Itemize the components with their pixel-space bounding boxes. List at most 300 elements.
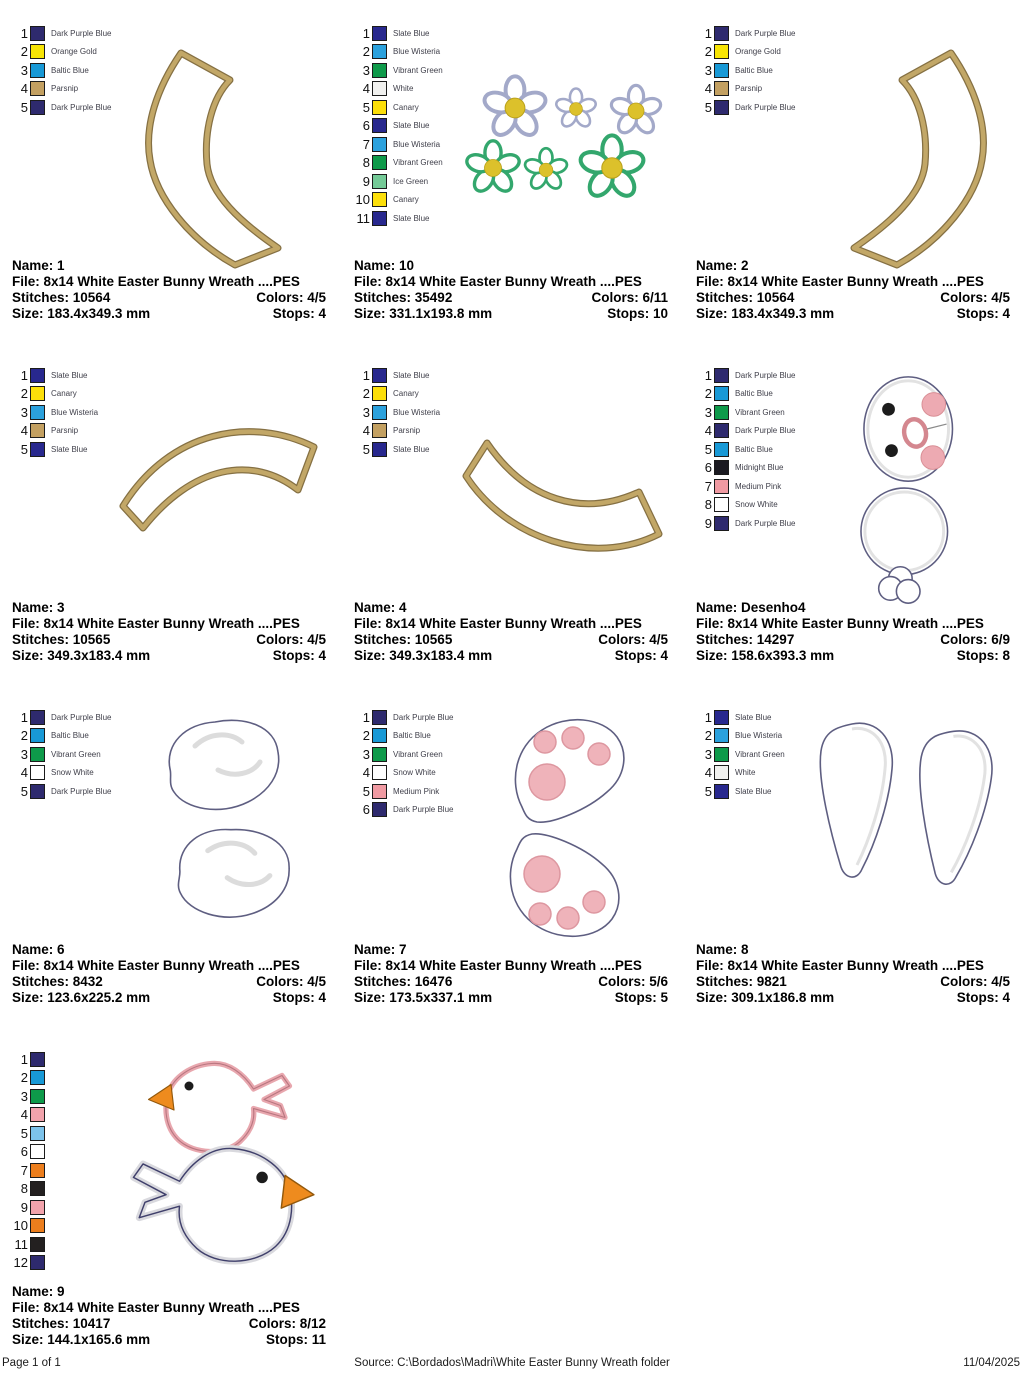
stops-value: 4 xyxy=(318,990,326,1005)
file-label: File: xyxy=(12,1300,40,1315)
pink-bird xyxy=(149,1063,290,1151)
color-swatch xyxy=(30,765,45,780)
size-stops-line xyxy=(354,648,668,664)
size-label: Size: xyxy=(696,990,728,1005)
stops-value: 4 xyxy=(1002,306,1010,321)
palette-entry xyxy=(12,1087,51,1106)
color-number: 3 xyxy=(20,746,28,762)
size-item xyxy=(696,990,834,1006)
palette-entry xyxy=(12,366,98,385)
toe-pad xyxy=(583,891,605,913)
color-label: Blue Wisteria xyxy=(51,407,99,417)
file-value: 8x14 White Easter Bunny Wreath ....PES xyxy=(43,1300,300,1315)
color-label: Parsnip xyxy=(393,426,421,436)
color-number: 10 xyxy=(355,192,370,208)
color-swatch xyxy=(714,44,729,59)
size-item xyxy=(12,1332,150,1348)
name-line xyxy=(354,942,668,958)
colors-value: 8/12 xyxy=(299,1316,326,1331)
file-line xyxy=(12,958,326,974)
color-label: Canary xyxy=(393,195,419,205)
colors-value: 4/5 xyxy=(307,290,326,305)
color-swatch xyxy=(714,368,729,383)
color-swatch xyxy=(372,386,387,401)
palette-entry xyxy=(696,366,795,385)
design-thumbnail xyxy=(796,26,1020,272)
palette-entry xyxy=(12,403,98,422)
foot xyxy=(515,720,623,822)
color-swatch xyxy=(372,423,387,438)
palette-entry xyxy=(696,43,795,62)
palette-entry xyxy=(354,61,443,80)
color-number: 4 xyxy=(362,81,370,97)
flowers-graphic xyxy=(454,26,678,272)
color-swatch xyxy=(30,63,45,78)
color-swatch xyxy=(30,1200,45,1215)
design-info xyxy=(12,942,326,1006)
stitches-item xyxy=(12,974,103,990)
design-info xyxy=(354,942,668,1006)
file-line xyxy=(354,274,668,290)
palette xyxy=(354,24,443,228)
palette-entry xyxy=(12,80,111,99)
color-label: Snow White xyxy=(51,768,94,778)
stitches-colors-line xyxy=(12,290,326,306)
size-stops-line xyxy=(12,306,326,322)
color-label: Slate Blue xyxy=(735,712,772,722)
file-line xyxy=(12,616,326,632)
color-label: Dark Purple Blue xyxy=(51,712,112,722)
stitches-colors-line xyxy=(12,1316,326,1332)
design-card xyxy=(684,704,1024,1046)
stitches-value: 35492 xyxy=(414,290,453,305)
color-swatch xyxy=(372,63,387,78)
page-footer xyxy=(2,1357,1020,1369)
color-number: 3 xyxy=(20,404,28,420)
file-line xyxy=(354,958,668,974)
colors-value: 4/5 xyxy=(991,290,1010,305)
stops-value: 5 xyxy=(660,990,668,1005)
color-swatch xyxy=(30,1255,45,1270)
design-info xyxy=(354,258,668,322)
color-swatch xyxy=(714,26,729,41)
file-line xyxy=(696,274,1010,290)
paw xyxy=(173,822,294,926)
size-stops-line xyxy=(354,306,668,322)
color-swatch xyxy=(372,728,387,743)
color-label: White xyxy=(393,84,414,94)
paw xyxy=(169,720,278,809)
color-number: 5 xyxy=(362,441,370,457)
stitches-item xyxy=(354,290,452,306)
color-label: Canary xyxy=(51,389,77,399)
color-swatch xyxy=(372,174,387,189)
wreath-arc-segment-graphic xyxy=(454,368,678,614)
color-label: White xyxy=(735,768,756,778)
color-swatch xyxy=(30,747,45,762)
stops-item xyxy=(273,990,326,1006)
color-label: Vibrant Green xyxy=(393,158,443,168)
name-line xyxy=(696,942,1010,958)
stitches-item xyxy=(354,974,452,990)
wreath-arc-segment-graphic xyxy=(796,26,1020,272)
palette-entry xyxy=(696,727,785,746)
palette-entry xyxy=(12,1050,51,1069)
toe-pad xyxy=(588,743,610,765)
palette-entry xyxy=(354,191,443,210)
size-value: 158.6x393.3 mm xyxy=(731,648,835,663)
size-label: Size: xyxy=(12,990,44,1005)
bunny-body xyxy=(861,488,948,603)
stops-label: Stops: xyxy=(614,990,657,1005)
color-label: Slate Blue xyxy=(735,786,772,796)
stitches-value: 10417 xyxy=(72,1316,111,1331)
color-number: 2 xyxy=(704,386,712,402)
color-label: Baltic Blue xyxy=(51,731,89,741)
color-number: 3 xyxy=(362,62,370,78)
color-swatch xyxy=(714,63,729,78)
colors-item xyxy=(249,1316,326,1332)
palette xyxy=(12,1050,51,1272)
color-number: 9 xyxy=(704,515,712,531)
back-feet-graphic xyxy=(454,710,678,956)
color-number: 1 xyxy=(362,367,370,383)
palette-entry xyxy=(12,1161,51,1180)
color-label: Slate Blue xyxy=(51,370,88,380)
stops-item xyxy=(957,648,1010,664)
file-value: 8x14 White Easter Bunny Wreath ....PES xyxy=(43,958,300,973)
palette-entry xyxy=(696,496,795,515)
color-swatch xyxy=(30,405,45,420)
color-label: Blue Wisteria xyxy=(735,731,783,741)
palette-entry xyxy=(12,1180,51,1199)
name-label: Name: xyxy=(696,600,738,615)
ear xyxy=(820,723,892,877)
palette-entry xyxy=(354,117,443,136)
color-number: 6 xyxy=(20,1144,28,1160)
size-label: Size: xyxy=(354,306,386,321)
size-label: Size: xyxy=(12,648,44,663)
palette xyxy=(354,708,453,819)
size-stops-line xyxy=(696,990,1010,1006)
file-label: File: xyxy=(354,958,382,973)
name-label: Name: xyxy=(12,600,54,615)
colors-value: 6/9 xyxy=(991,632,1010,647)
size-label: Size: xyxy=(12,306,44,321)
stitches-item xyxy=(696,974,787,990)
palette-entry xyxy=(12,764,111,783)
palette-entry xyxy=(696,24,795,43)
size-item xyxy=(354,990,492,1006)
colors-label: Colors: xyxy=(248,1316,296,1331)
stops-value: 4 xyxy=(318,306,326,321)
palette xyxy=(696,708,785,801)
palette-entry xyxy=(354,135,443,154)
colors-item xyxy=(940,974,1010,990)
design-name-value: 10 xyxy=(399,258,415,273)
size-label: Size: xyxy=(696,306,728,321)
color-number: 9 xyxy=(20,1199,28,1215)
color-number: 8 xyxy=(704,497,712,513)
color-swatch xyxy=(30,1107,45,1122)
bird-beak xyxy=(281,1175,314,1208)
color-label: Blue Wisteria xyxy=(393,407,441,417)
palette-entry xyxy=(12,1106,51,1125)
color-number: 2 xyxy=(20,1070,28,1086)
color-number: 8 xyxy=(20,1181,28,1197)
color-number: 11 xyxy=(14,1236,28,1252)
stitches-label: Stitches: xyxy=(354,632,412,647)
birds-graphic xyxy=(112,1052,336,1298)
size-item xyxy=(12,306,150,322)
palette-entry xyxy=(354,764,453,783)
color-swatch xyxy=(372,100,387,115)
color-label: Medium Pink xyxy=(393,786,440,796)
stitches-label: Stitches: xyxy=(354,974,412,989)
stitches-value: 16476 xyxy=(414,974,453,989)
color-number: 7 xyxy=(362,136,370,152)
name-line xyxy=(12,1284,326,1300)
palette xyxy=(12,366,98,459)
color-label: Baltic Blue xyxy=(51,65,89,75)
stops-item xyxy=(615,648,668,664)
name-label: Name: xyxy=(354,942,396,957)
color-swatch xyxy=(30,1052,45,1067)
stops-item xyxy=(957,990,1010,1006)
stops-value: 10 xyxy=(652,306,668,321)
color-label: Snow White xyxy=(393,768,436,778)
stitches-value: 14297 xyxy=(756,632,795,647)
color-label: Orange Gold xyxy=(735,47,781,57)
color-number: 6 xyxy=(704,460,712,476)
name-label: Name: xyxy=(354,258,396,273)
color-number: 9 xyxy=(362,173,370,189)
color-number: 4 xyxy=(362,423,370,439)
color-label: Slate Blue xyxy=(393,121,430,131)
colors-item xyxy=(598,632,668,648)
palette-entry xyxy=(354,708,453,727)
palette xyxy=(354,366,440,459)
color-number: 5 xyxy=(704,441,712,457)
design-thumbnail xyxy=(454,26,678,272)
size-label: Size: xyxy=(12,1332,44,1347)
color-swatch xyxy=(714,784,729,799)
white-bird xyxy=(133,1148,313,1261)
file-line xyxy=(696,958,1010,974)
bird-beak xyxy=(149,1085,175,1111)
design-name-value: 9 xyxy=(57,1284,65,1299)
palette-entry xyxy=(696,745,785,764)
stitches-label: Stitches: xyxy=(696,974,754,989)
design-thumbnail xyxy=(454,710,678,956)
stitches-colors-line xyxy=(354,974,668,990)
stitches-value: 9821 xyxy=(756,974,787,989)
color-number: 4 xyxy=(704,765,712,781)
color-swatch xyxy=(372,405,387,420)
color-number: 2 xyxy=(20,386,28,402)
colors-item xyxy=(256,290,326,306)
size-stops-line xyxy=(12,1332,326,1348)
color-label: Blue Wisteria xyxy=(393,47,441,57)
source-path: Source: C:\Bordados\Madri\White Easter Bunny Wreath folder xyxy=(354,1357,670,1369)
color-number: 12 xyxy=(13,1255,28,1271)
design-info xyxy=(696,600,1010,664)
size-stops-line xyxy=(12,990,326,1006)
file-label: File: xyxy=(696,616,724,631)
palette-entry xyxy=(354,385,440,404)
stitches-colors-line xyxy=(354,290,668,306)
design-info xyxy=(354,600,668,664)
size-stops-line xyxy=(12,648,326,664)
design-name-value: 6 xyxy=(57,942,65,957)
size-label: Size: xyxy=(354,648,386,663)
color-number: 3 xyxy=(20,62,28,78)
design-name-value: Desenho4 xyxy=(741,600,806,615)
palette-entry xyxy=(696,459,795,478)
color-label: Ice Green xyxy=(393,176,429,186)
color-label: Dark Purple Blue xyxy=(735,518,796,528)
palette-entry xyxy=(696,477,795,496)
file-value: 8x14 White Easter Bunny Wreath ....PES xyxy=(385,958,642,973)
file-line xyxy=(354,616,668,632)
color-swatch xyxy=(30,710,45,725)
color-swatch xyxy=(30,44,45,59)
color-number: 8 xyxy=(362,155,370,171)
color-number: 3 xyxy=(704,746,712,762)
file-label: File: xyxy=(696,274,724,289)
stitches-item xyxy=(12,290,110,306)
stops-label: Stops: xyxy=(272,306,315,321)
color-number: 2 xyxy=(362,44,370,60)
wreath-arc-segment-graphic xyxy=(112,368,336,614)
date: 11/04/2025 xyxy=(963,1357,1020,1369)
color-swatch xyxy=(714,747,729,762)
palette-entry xyxy=(12,782,111,801)
wreath-arc-segment-graphic xyxy=(112,26,336,272)
palette-entry xyxy=(354,403,440,422)
bunny-eye xyxy=(882,403,895,416)
stitches-label: Stitches: xyxy=(12,974,70,989)
color-label: Orange Gold xyxy=(51,47,97,57)
colors-value: 4/5 xyxy=(649,632,668,647)
color-number: 2 xyxy=(20,728,28,744)
stitches-label: Stitches: xyxy=(12,290,70,305)
colors-item xyxy=(598,974,668,990)
colors-value: 5/6 xyxy=(649,974,668,989)
color-number: 3 xyxy=(362,746,370,762)
color-number: 11 xyxy=(356,210,370,226)
file-line xyxy=(12,274,326,290)
color-number: 6 xyxy=(362,118,370,134)
size-item xyxy=(696,648,834,664)
palette-entry xyxy=(354,422,440,441)
palette xyxy=(12,708,111,801)
color-number: 2 xyxy=(362,386,370,402)
palette xyxy=(12,24,111,117)
color-swatch xyxy=(30,100,45,115)
size-item xyxy=(12,648,150,664)
color-label: Slate Blue xyxy=(51,444,88,454)
color-number: 5 xyxy=(704,783,712,799)
stops-label: Stops: xyxy=(956,648,999,663)
front-paws-graphic xyxy=(112,710,336,956)
bird-eye xyxy=(256,1172,268,1184)
size-value: 183.4x349.3 mm xyxy=(47,306,151,321)
palette-entry xyxy=(696,98,795,117)
color-number: 4 xyxy=(20,81,28,97)
color-swatch xyxy=(372,784,387,799)
file-value: 8x14 White Easter Bunny Wreath ....PES xyxy=(43,274,300,289)
color-number: 2 xyxy=(362,728,370,744)
color-swatch xyxy=(372,802,387,817)
name-label: Name: xyxy=(696,258,738,273)
colors-value: 4/5 xyxy=(307,974,326,989)
color-swatch xyxy=(30,1218,45,1233)
palette-entry xyxy=(354,801,453,820)
color-number: 10 xyxy=(13,1218,28,1234)
stops-item xyxy=(266,1332,326,1348)
color-label: Medium Pink xyxy=(735,481,782,491)
colors-item xyxy=(940,290,1010,306)
stitches-label: Stitches: xyxy=(12,632,70,647)
stops-value: 4 xyxy=(318,648,326,663)
name-label: Name: xyxy=(12,942,54,957)
palette-entry xyxy=(12,1235,51,1254)
palette-entry xyxy=(696,708,785,727)
green-flower-medium xyxy=(465,141,522,195)
color-swatch xyxy=(714,386,729,401)
palette-entry xyxy=(696,61,795,80)
palette-entry xyxy=(354,80,443,99)
size-value: 349.3x183.4 mm xyxy=(389,648,493,663)
file-value: 8x14 White Easter Bunny Wreath ....PES xyxy=(727,274,984,289)
file-label: File: xyxy=(12,958,40,973)
color-swatch xyxy=(372,442,387,457)
name-label: Name: xyxy=(354,600,396,615)
color-swatch xyxy=(714,81,729,96)
design-info xyxy=(696,942,1010,1006)
stops-item xyxy=(615,990,668,1006)
palette-entry xyxy=(354,727,453,746)
file-value: 8x14 White Easter Bunny Wreath ....PES xyxy=(385,274,642,289)
palette-entry xyxy=(696,403,795,422)
palette-entry xyxy=(12,422,98,441)
heel-pad xyxy=(524,856,560,892)
color-swatch xyxy=(372,192,387,207)
color-label: Vibrant Green xyxy=(735,407,785,417)
stops-item xyxy=(607,306,668,322)
color-label: Vibrant Green xyxy=(735,749,785,759)
color-label: Canary xyxy=(393,389,419,399)
color-label: Dark Purple Blue xyxy=(393,805,454,815)
color-number: 5 xyxy=(20,441,28,457)
color-label: Dark Purple Blue xyxy=(735,28,796,38)
size-item xyxy=(12,990,150,1006)
palette-entry xyxy=(354,172,443,191)
color-number: 4 xyxy=(20,1107,28,1123)
palette-entry xyxy=(354,782,453,801)
stops-label: Stops: xyxy=(272,990,315,1005)
stitches-item xyxy=(354,632,452,648)
color-number: 1 xyxy=(20,25,28,41)
color-label: Canary xyxy=(393,102,419,112)
stops-label: Stops: xyxy=(265,1332,308,1347)
stitches-value: 10565 xyxy=(72,632,111,647)
design-name-value: 8 xyxy=(741,942,749,957)
palette-entry xyxy=(696,80,795,99)
design-card xyxy=(0,1046,342,1388)
color-swatch xyxy=(30,423,45,438)
